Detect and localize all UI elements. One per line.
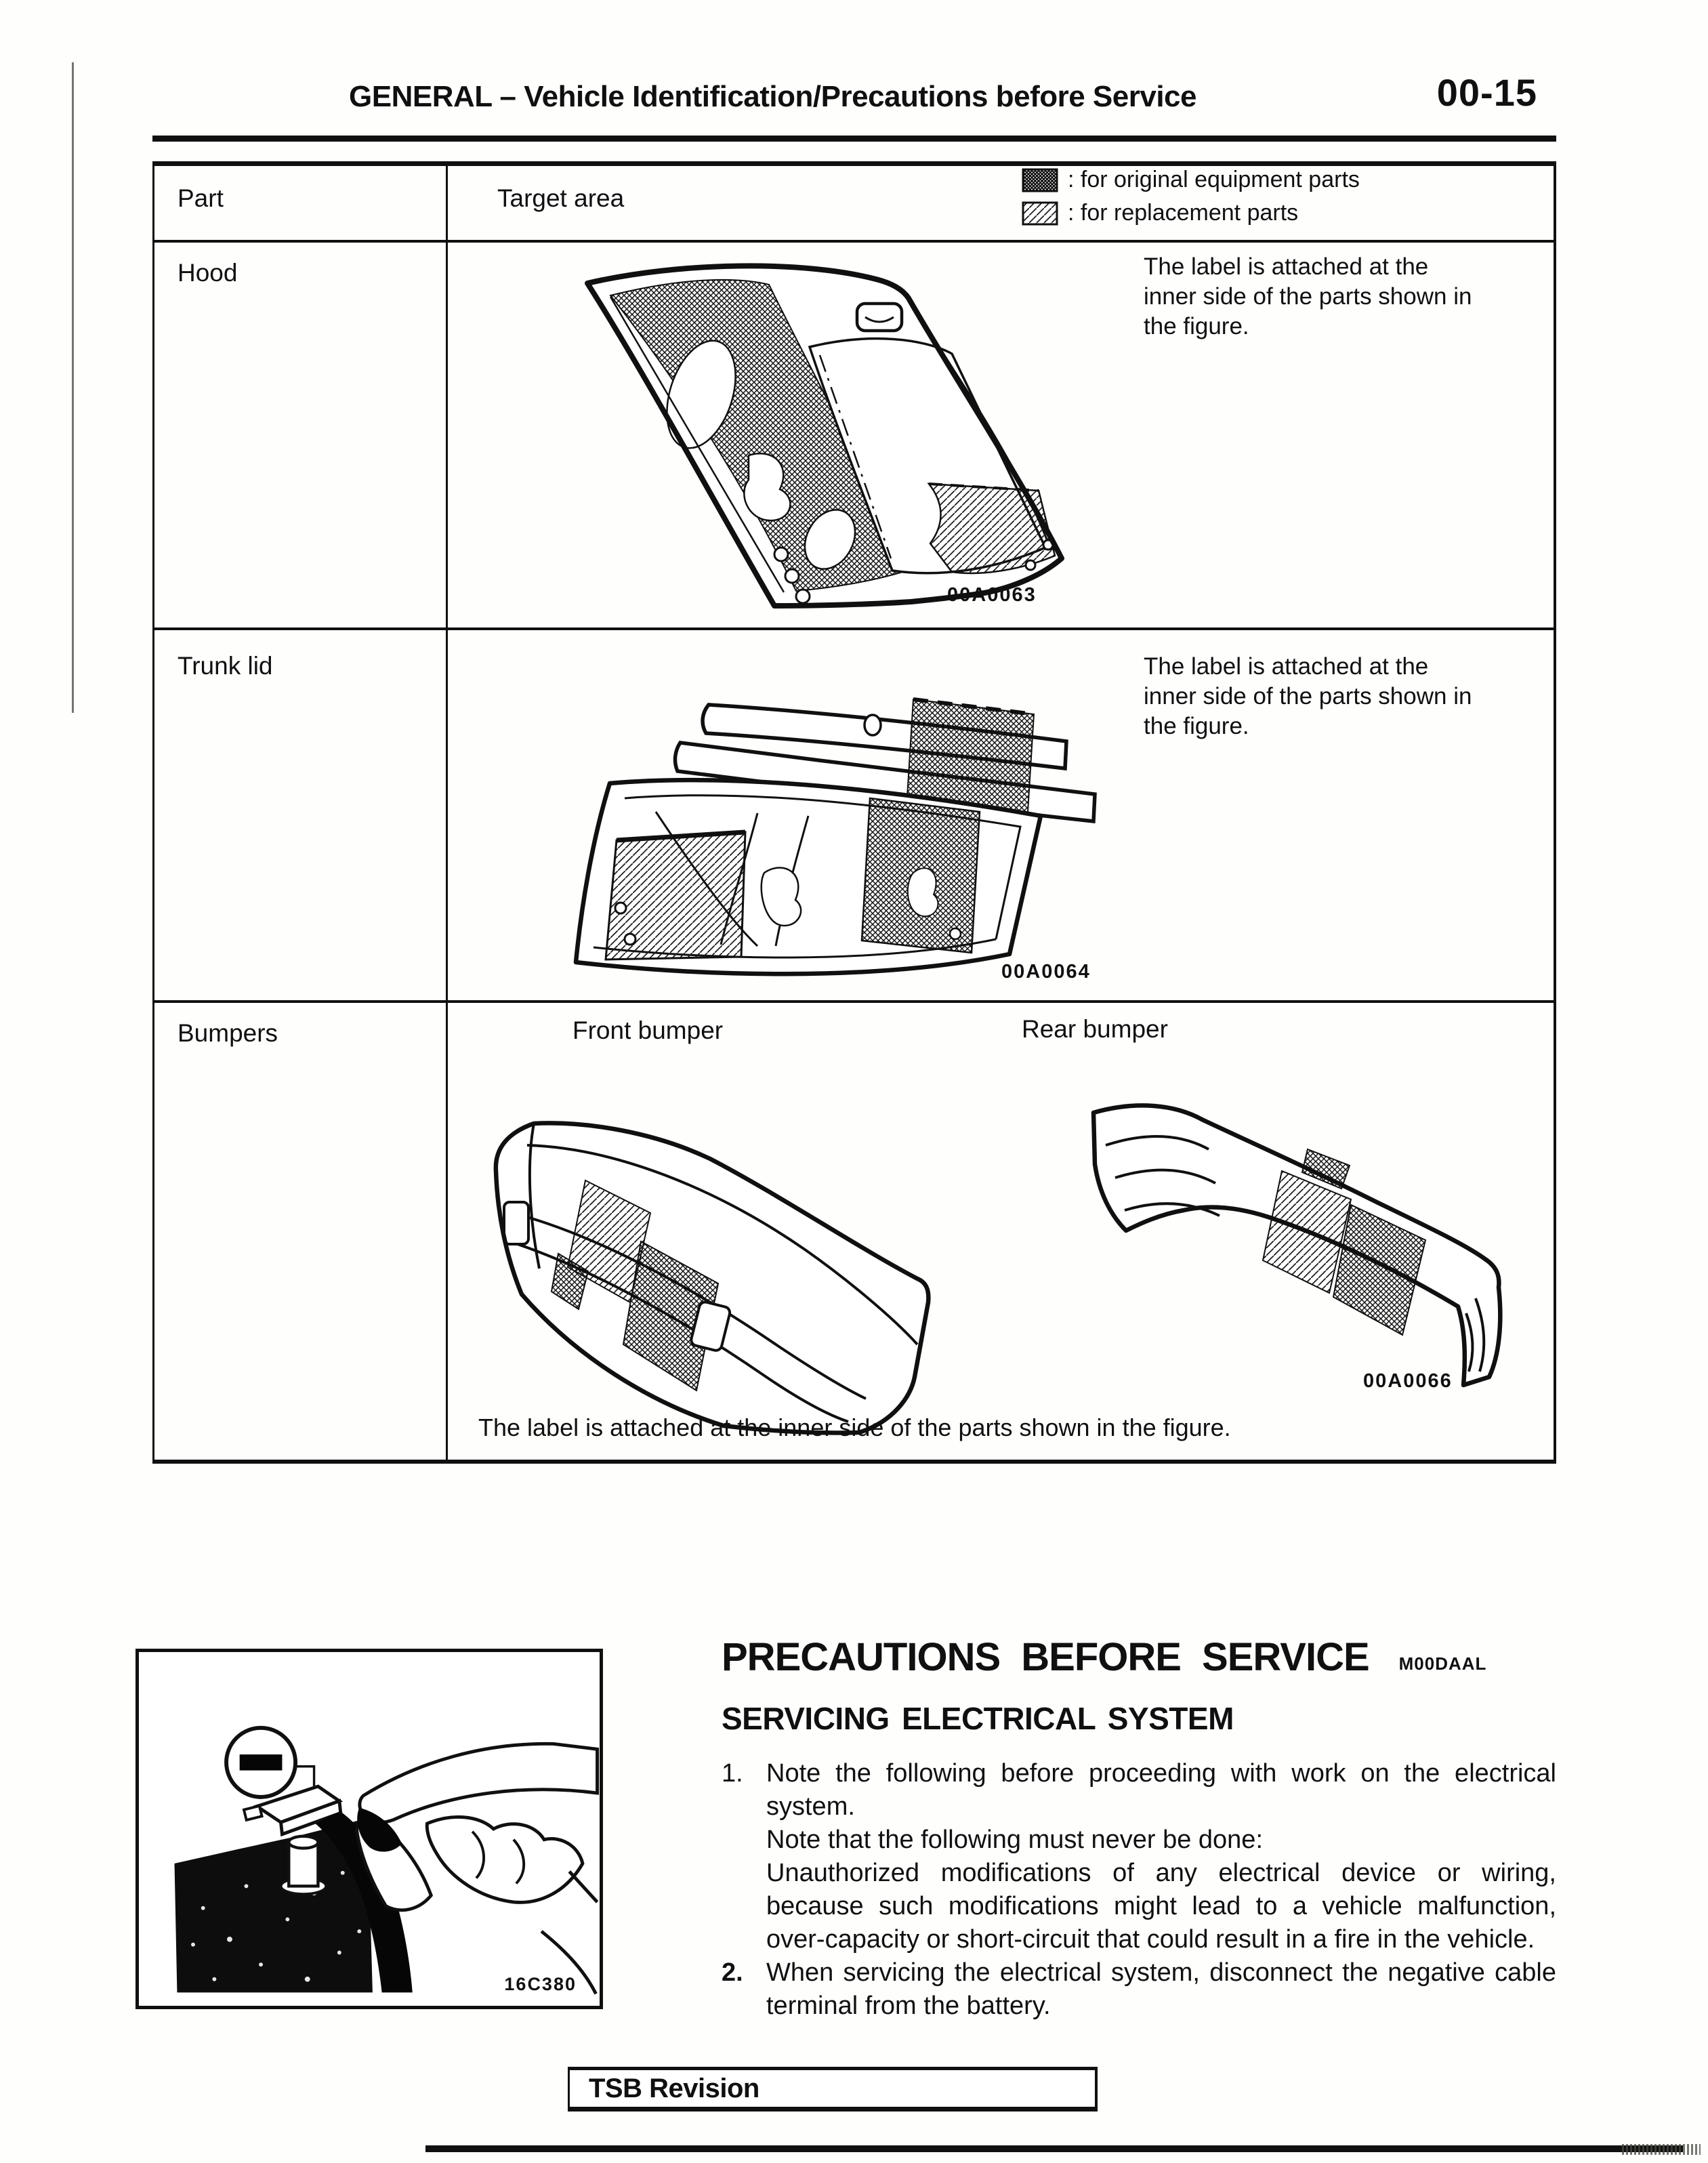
trunk-lid-note: The label is attached at the inner side of the parts shown in the figure. — [1144, 653, 1472, 739]
paragraph: Note the following before proceeding with work on the electrical system. — [766, 1759, 1556, 1821]
table-row-divider-2 — [152, 1000, 1556, 1003]
trunk-lid-illustration — [439, 670, 1123, 988]
front-bumper-label: Front bumper — [572, 1016, 724, 1044]
part-label-hood: Hood — [178, 259, 238, 287]
legend-label: : for replacement parts — [1068, 200, 1299, 226]
table-left-border — [152, 161, 154, 1464]
paragraph: When servicing the electrical system, disconnect the negative cable terminal from the battery. — [766, 1958, 1556, 2020]
legend-original-parts — [1022, 167, 1360, 193]
bumpers-caption: The label is attached at the inner side of the parts shown in the figure. — [478, 1414, 1231, 1441]
list-item — [722, 1956, 1556, 2023]
column-header-target-area: Target area — [497, 184, 625, 212]
list-item — [722, 1757, 1556, 1956]
table-header-divider — [152, 240, 1556, 243]
part-label-bumpers: Bumpers — [178, 1019, 278, 1047]
page-title: GENERAL – Vehicle Identification/Precautions before Service — [349, 80, 1196, 113]
diagonal-hatch-swatch-icon — [1022, 201, 1058, 226]
figure-code-battery: 16C380 — [504, 1974, 577, 1994]
tsb-revision-label: TSB Revision — [589, 2073, 759, 2103]
legend-replacement-parts — [1022, 200, 1360, 226]
scan-artifact — [1622, 2144, 1701, 2155]
figure-code-bumpers: 00A0066 — [1363, 1370, 1453, 1392]
table-top-border — [152, 161, 1556, 166]
header-rule — [152, 136, 1556, 142]
table-row-divider-1 — [152, 627, 1556, 630]
paragraph: Note that the following must never be done: — [766, 1826, 1264, 1854]
rear-bumper-illustration — [991, 1069, 1553, 1395]
list-item-number: 2. — [722, 1958, 743, 1987]
precautions-title: PRECAUTIONS BEFORE SERVICE — [722, 1635, 1369, 1679]
list-item-body — [766, 1757, 1556, 1956]
precautions-list — [722, 1757, 1556, 2023]
hatch-legend — [1022, 167, 1360, 233]
footer-rule — [425, 2145, 1683, 2152]
battery-disconnect-figure — [136, 1649, 603, 2009]
precautions-section-code: M00DAAL — [1398, 1653, 1487, 1674]
legend-label: : for original equipment parts — [1068, 167, 1360, 192]
list-item-number: 1. — [722, 1759, 743, 1788]
scan-edge-line — [72, 62, 74, 713]
part-label-trunk-lid: Trunk lid — [178, 652, 273, 680]
column-header-part: Part — [178, 184, 224, 212]
crosshatch-swatch-icon — [1022, 167, 1058, 193]
hood-note: The label is attached at the inner side of the parts shown in the figure. — [1144, 253, 1472, 339]
table-bottom-border — [152, 1460, 1556, 1464]
figure-code-trunk-lid: 00A0064 — [1001, 961, 1091, 983]
page-number: 00-15 — [1436, 71, 1537, 114]
front-bumper-illustration — [425, 1079, 961, 1438]
table-right-border — [1554, 161, 1556, 1464]
list-item-body — [766, 1956, 1556, 2023]
figure-code-hood: 00A0063 — [947, 584, 1037, 606]
rear-bumper-label: Rear bumper — [1022, 1015, 1168, 1043]
tsb-revision-box — [568, 2067, 1098, 2112]
precautions-section — [722, 1634, 1556, 2023]
paragraph: Unauthorized modifications of any electrical device or wiring, because such modifications might lead to a vehicle malfunction, over-capacity or short-circuit that could result in a fire in the vehicle. — [766, 1859, 1556, 1954]
hood-illustration — [478, 252, 1074, 618]
servicing-electrical-system-heading: SERVICING ELECTRICAL SYSTEM — [722, 1701, 1234, 1736]
battery-disconnect-illustration — [139, 1652, 600, 2006]
